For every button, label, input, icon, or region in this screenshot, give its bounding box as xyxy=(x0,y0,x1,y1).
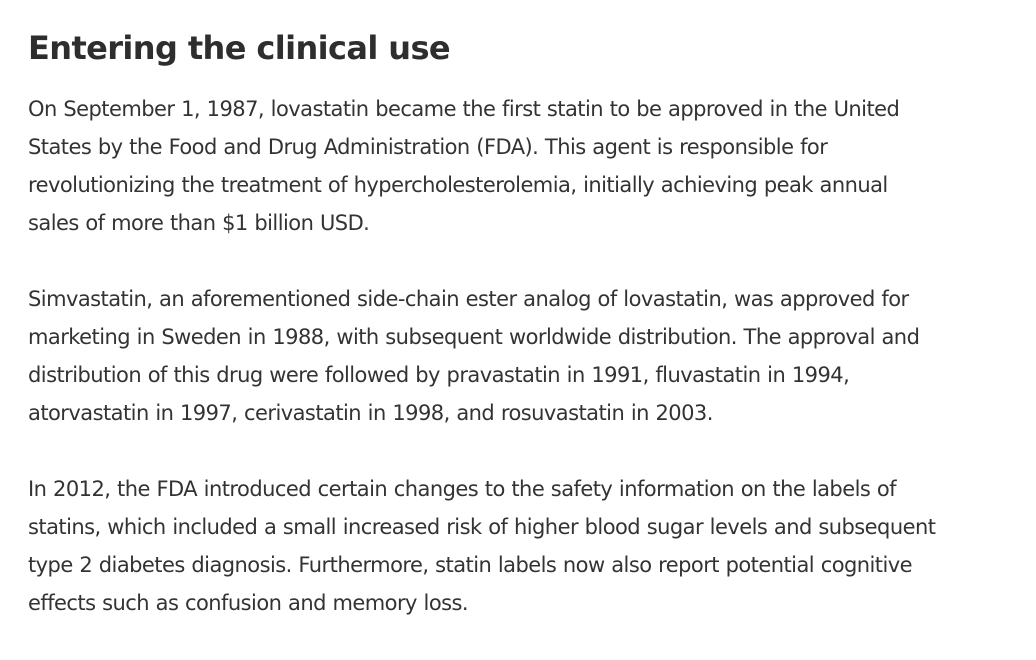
text-line: States by the Food and Drug Administration (FDA). This agent is responsible for xyxy=(28,135,828,159)
text-line: Simvastatin, an aforementioned side-chain ester analog of lovastatin, was approved for xyxy=(28,287,909,311)
text-line: sales of more than $1 billion USD. xyxy=(28,211,370,235)
text-line: statins, which included a small increased risk of higher blood sugar levels and subsequent xyxy=(28,515,936,539)
text-line: effects such as confusion and memory loss. xyxy=(28,591,469,615)
text-line: On September 1, 1987, lovastatin became the first statin to be approved in the United xyxy=(28,97,900,121)
section-heading: Entering the clinical use xyxy=(28,29,451,67)
paragraph-fda-label-changes xyxy=(28,470,1034,622)
paragraph-lovastatin-approval xyxy=(28,90,1034,242)
article xyxy=(28,26,1034,660)
text-line: type 2 diabetes diagnosis. Furthermore, statin labels now also report potential cognitive xyxy=(28,553,913,577)
text-line: In 2012, the FDA introduced certain changes to the safety information on the labels of xyxy=(28,477,897,501)
text-line: atorvastatin in 1997, cerivastatin in 1998, and rosuvastatin in 2003. xyxy=(28,401,713,425)
text-line: marketing in Sweden in 1988, with subsequent worldwide distribution. The approval and xyxy=(28,325,920,349)
text-line: revolutionizing the treatment of hypercholesterolemia, initially achieving peak annual xyxy=(28,173,888,197)
text-line: distribution of this drug were followed by pravastatin in 1991, fluvastatin in 1994, xyxy=(28,363,850,387)
paragraph-statin-approvals xyxy=(28,280,1034,432)
